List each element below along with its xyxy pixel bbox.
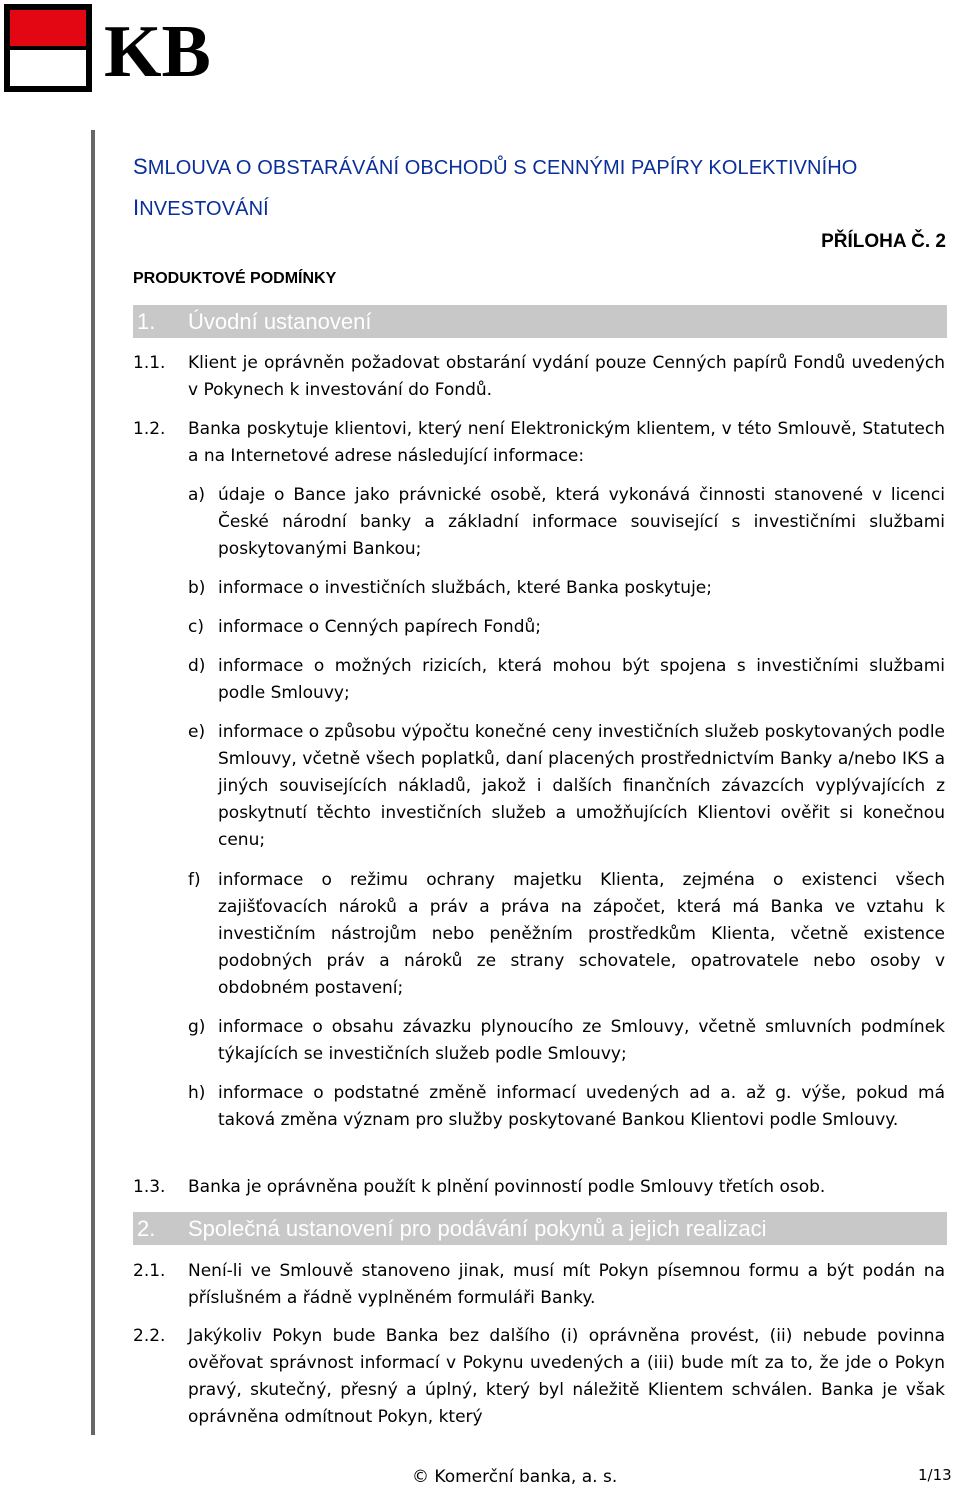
list-item-c: c) informace o Cenných papírech Fondů; [188,617,541,637]
list-item-a: a) údaje o Bance jako právnické osobě, která vykonává činnosti stanovené v licenci České národní banky a základní informace související s investičními službami poskytovanými Bankou; [188,485,945,559]
list-item-b: b) informace o investičních službách, které Banka poskytuje; [188,578,712,598]
kb-logo-mark [4,4,266,92]
list-item-h: h) informace o podstatné změně informací uvedených ad a. až g. výše, pokud má taková změna význam pro služby poskytované Bankou Klientovi podle Smlouvy. [188,1083,945,1130]
kb-logo [4,4,266,92]
list-item-f: f) informace o režimu ochrany majetku Klienta, zejména o existenci všech zajišťovacích nároků a práv a práva na zápočet, která má Banka ve vztahu k investičním nástrojům nebo peněžním prostředkům Klienta, včetně existence podobných práv a nároků ze strany schovatele, opatrovatele nebo osoby v obdobném postavení; [188,870,945,998]
clause-1-2: 1.2. Banka poskytuje klientovi, který není Elektronickým klientem, v této Smlouvě, Statutech a na Internetové adrese následující informace: [133,419,945,466]
clause-2-1: 2.1. Není-li ve Smlouvě stanoveno jinak, musí mít Pokyn písemnou formu a být podán na příslušném a řádně vyplněném formuláři Banky. [133,1261,945,1308]
clause-2-2: 2.2. Jakýkoliv Pokyn bude Banka bez dalšího (i) oprávněna provést, (ii) nebude povinna ověřovat správnost informací v Pokynu uvedených a (iii) bude mít za to, že jde o Pokyn pravý, skutečný, přesný a úplný, který byl náležitě Klientem schválen. Banka je však oprávněna odmítnout Pokyn, který [133,1326,945,1427]
list-item-e: e) informace o způsobu výpočtu konečné ceny investičních služeb poskytovaných podle Smlouvy, včetně všech poplatků, daní placených prostřednictvím Banky a/nebo IKS a jiných souvisejících nákladů, jakož i dalších finančních závazcích vyplývajících z poskytnutí těchto investičních služeb a umožňujících Klientovi ověřit si konečnou cenu; [188,722,945,850]
section-heading-2: 2. Společná ustanovení pro podávání pokynů a jejich realizaci [133,1212,947,1245]
appendix-label: PŘÍLOHA Č. 2 [821,231,946,252]
document-title: SMLOUVA O OBSTARÁVÁNÍ OBCHODŮ S CENNÝMI PAPÍRY KOLEKTIVNÍHO INVESTOVÁNÍ [133,154,858,220]
logo-text: KB [104,11,211,92]
list-item-g: g) informace o obsahu závazku plynoucího ze Smlouvy, včetně smluvních podmínek týkajících se investičních služeb podle Smlouvy; [188,1017,945,1064]
footer-copyright: © Komerční banka, a. s. [412,1467,618,1487]
list-item-d: d) informace o možných rizicích, která mohou být spojena s investičními službami podle Smlouvy; [188,656,945,703]
clause-1-1: 1.1. Klient je oprávněn požadovat obstarání vydání pouze Cenných papírů Fondů uvedených v Pokynech k investování do Fondů. [133,353,945,400]
margin-rule [91,130,95,1435]
section-heading-1: 1. Úvodní ustanovení [133,305,947,338]
product-conditions-heading: PRODUKTOVÉ PODMÍNKY [133,270,337,287]
page-number: 1/13 [918,1466,952,1484]
clause-1-3: 1.3. Banka je oprávněna použít k plnění povinností podle Smlouvy třetích osob. [133,1177,826,1197]
